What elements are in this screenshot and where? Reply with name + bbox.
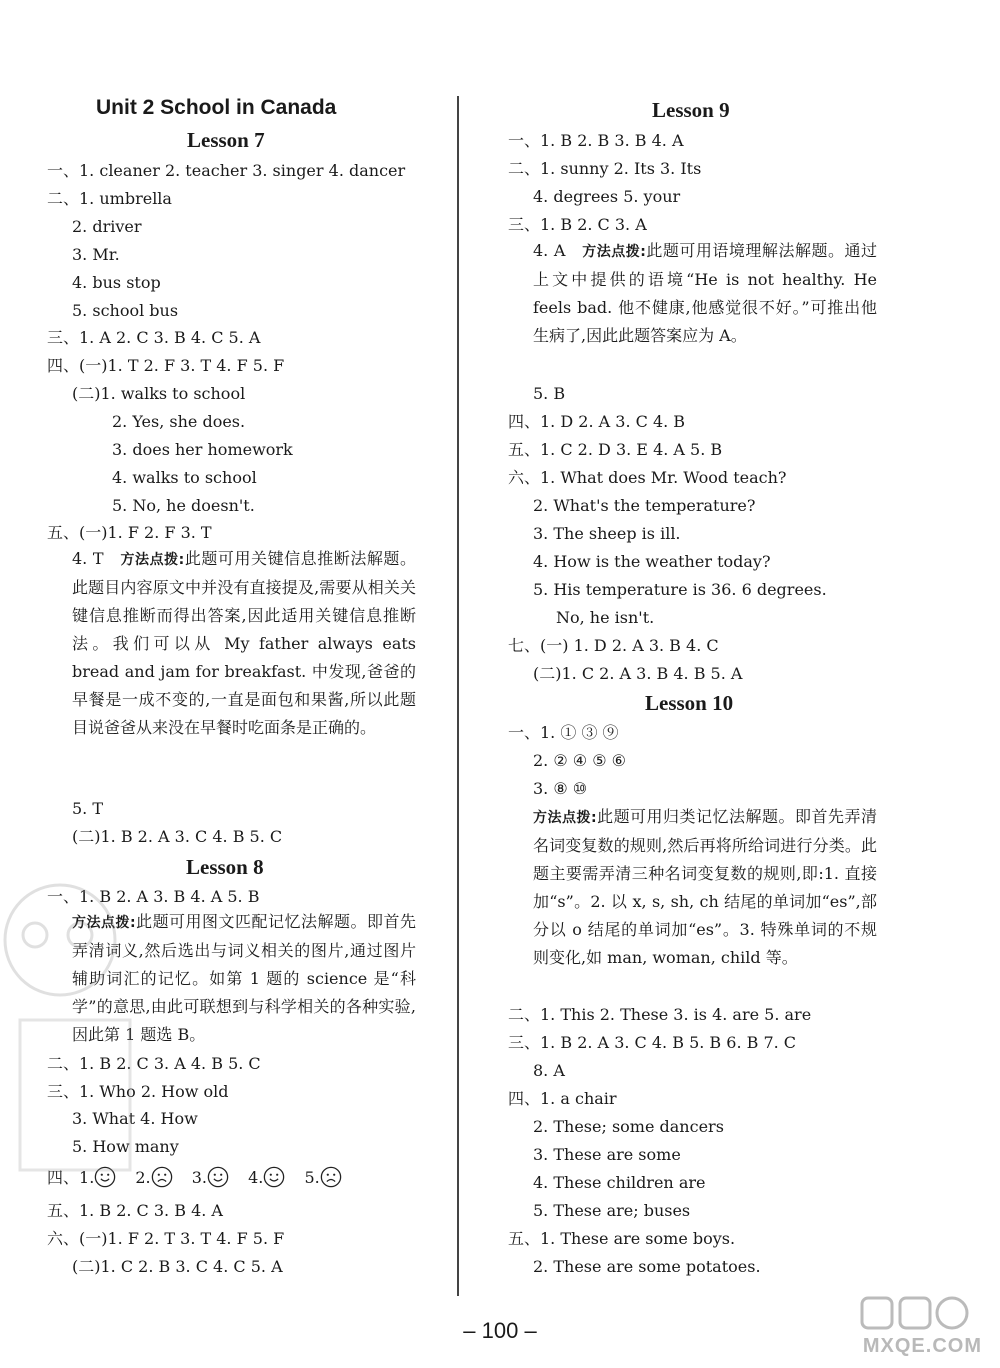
answer-line: 5. These are; buses [533, 1201, 691, 1220]
answer-line: 一、1. B 2. A 3. B 4. A 5. B [47, 887, 260, 906]
face-label: 4. [243, 1168, 264, 1187]
answer-line: 3. The sheep is ill. [533, 524, 681, 543]
answer-line: 五、(一)1. F 2. F 3. T [47, 523, 212, 542]
answer-line: 二、1. umbrella [47, 189, 172, 208]
tip-question: 4. T [72, 549, 104, 568]
answer-line: 一、1. cleaner 2. teacher 3. singer 4. dancer [47, 161, 406, 180]
answer-line: 3. What 4. How [72, 1109, 198, 1128]
tip-label: 方法点拨: [533, 810, 597, 826]
lesson9-tip-block [533, 237, 877, 350]
answer-line: 七、(一) 1. D 2. A 3. B 4. C [508, 636, 719, 655]
answer-line: 三、1. Who 2. How old [47, 1082, 229, 1101]
answer-line: 5. T [72, 799, 104, 818]
answer-line: No, he isn't. [556, 608, 655, 627]
faces-prefix: 四、 [47, 1168, 80, 1187]
answer-line: 2. These are some potatoes. [533, 1257, 761, 1276]
answer-line: 一、1. B 2. B 3. B 4. A [508, 131, 684, 150]
answer-line: 一、1. ① ③ ⑨ [508, 723, 619, 742]
smiley-face-icon [263, 1166, 285, 1188]
answer-line: 5. His temperature is 36. 6 degrees. [533, 580, 827, 599]
lesson-10-title: Lesson 10 [645, 691, 734, 715]
face-label: 5. [299, 1168, 320, 1187]
tip-label: 方法点拨: [72, 915, 136, 931]
answer-line: (二)1. walks to school [72, 384, 246, 403]
answer-line: 4. bus stop [72, 273, 161, 292]
lesson-7-title: Lesson 7 [187, 128, 265, 152]
answer-line: 五、1. C 2. D 3. E 4. A 5. B [508, 440, 723, 459]
face-label: 3. [186, 1168, 207, 1187]
lesson10-tip-block [533, 803, 877, 972]
answer-line: 三、1. A 2. C 3. B 4. C 5. A [47, 328, 261, 347]
answer-line: 4. These children are [533, 1173, 706, 1192]
answer-line: 二、1. This 2. These 3. is 4. are 5. are [508, 1005, 812, 1024]
answer-line: (二)1. B 2. A 3. C 4. B 5. C [72, 827, 283, 846]
answer-line: 4. degrees 5. your [533, 187, 681, 206]
answer-line: 2. Yes, she does. [112, 412, 246, 431]
tip-text: 此题可用归类记忆法解题。即首先弄清名词变复数的规则,然后再将所给词进行分类。此题主要需弄清三种名词变复数的规则,即:1. 直接加“s”。2. 以 x, s, sh, ch 结尾的单词加“es”,部分以 o 结尾的单词加“es”。3. 特殊单词的不规则变化,如 man, woman, child 等。 [533, 807, 877, 967]
answer-line: 4. walks to school [112, 468, 257, 487]
watermark-text: MXQE.COM [862, 1335, 982, 1357]
lesson7-tip-block [72, 545, 416, 742]
answer-line: 六、1. What does Mr. Wood teach? [508, 468, 787, 487]
tip-label: 方法点拨: [120, 552, 185, 568]
answer-line: (二)1. C 2. A 3. B 4. B 5. A [533, 664, 743, 683]
column-divider [457, 96, 459, 1296]
answer-line: 4. How is the weather today? [533, 552, 771, 571]
tip-question: 4. A [533, 241, 566, 260]
answer-line: 三、1. B 2. C 3. A [508, 215, 647, 234]
lesson-8-title: Lesson 8 [186, 855, 264, 879]
decorative-cartoon-image [0, 880, 200, 1180]
answer-line: 二、1. sunny 2. Its 3. Its [508, 159, 702, 178]
tip-text: 此题可用图文匹配记忆法解题。即首先弄清词义,然后选出与词义相关的图片,通过图片辅助词汇的记忆。如第 1 题的 science 是“科学”的意思,由此可联想到与科学相关的各种实验,因此第 1 题选 B。 [72, 912, 416, 1044]
answer-line: 5. No, he doesn't. [112, 496, 255, 515]
answer-line: 3. These are some [533, 1145, 681, 1164]
answer-line: 二、1. B 2. C 3. A 4. B 5. C [47, 1054, 261, 1073]
answer-line: 2. What's the temperature? [533, 496, 756, 515]
answer-line: 2. driver [72, 217, 142, 236]
face-label: 2. [130, 1168, 151, 1187]
answer-line: 六、(一)1. F 2. T 3. T 4. F 5. F [47, 1229, 285, 1248]
answer-line: 四、1. a chair [508, 1089, 617, 1108]
answer-line: 3. Mr. [72, 245, 120, 264]
answer-line: 3. does her homework [112, 440, 293, 459]
page-number: – 100 – [463, 1318, 537, 1343]
answer-line: (二)1. C 2. B 3. C 4. C 5. A [72, 1257, 283, 1276]
answer-line: 四、1. D 2. A 3. C 4. B [508, 412, 686, 431]
lesson-9-title: Lesson 9 [652, 98, 730, 122]
tip-label: 方法点拨: [582, 244, 646, 260]
answer-line: 5. school bus [72, 301, 179, 320]
tip-text: 此题可用关键信息推断法解题。此题目内容原文中并没有直接提及,需要从相关关键信息推断而得出答案,因此适用关键信息推断法。我们可以从 My father always eats bread and jam for breakfast. 中发现,爸爸的早餐是一成不变的,一直是面包和果酱,所以此题目说爸爸从来没在早餐时吃面条是正确的。 [72, 549, 416, 737]
smiley-face-icon [207, 1166, 229, 1188]
watermark-logo-icon [860, 1294, 970, 1334]
answer-line: 2. These; some dancers [533, 1117, 724, 1136]
face-label: 1. [79, 1168, 95, 1187]
answer-line: 五、1. These are some boys. [508, 1229, 736, 1248]
answer-line: 四、(一)1. T 2. F 3. T 4. F 5. F [47, 356, 285, 375]
answer-line: 8. A [533, 1061, 565, 1080]
unit-title: Unit 2 School in Canada [96, 96, 337, 119]
answer-line: 5. How many [72, 1137, 179, 1156]
answer-line: 三、1. B 2. A 3. C 4. B 5. B 6. B 7. C [508, 1033, 797, 1052]
answer-line: 5. B [533, 384, 566, 403]
sad-face-icon [320, 1166, 342, 1188]
answer-line: 五、1. B 2. C 3. B 4. A [47, 1201, 223, 1220]
answer-line: 2. ② ④ ⑤ ⑥ [533, 751, 626, 770]
answer-line: 3. ⑧ ⑩ [533, 779, 588, 798]
tip-text: 此题可用语境理解法解题。通过上文中提供的语境“He is not healthy. He feels bad. 他不健康,他感觉很不好。”可推出他生病了,因此此题答案应为 A。 [533, 241, 877, 345]
